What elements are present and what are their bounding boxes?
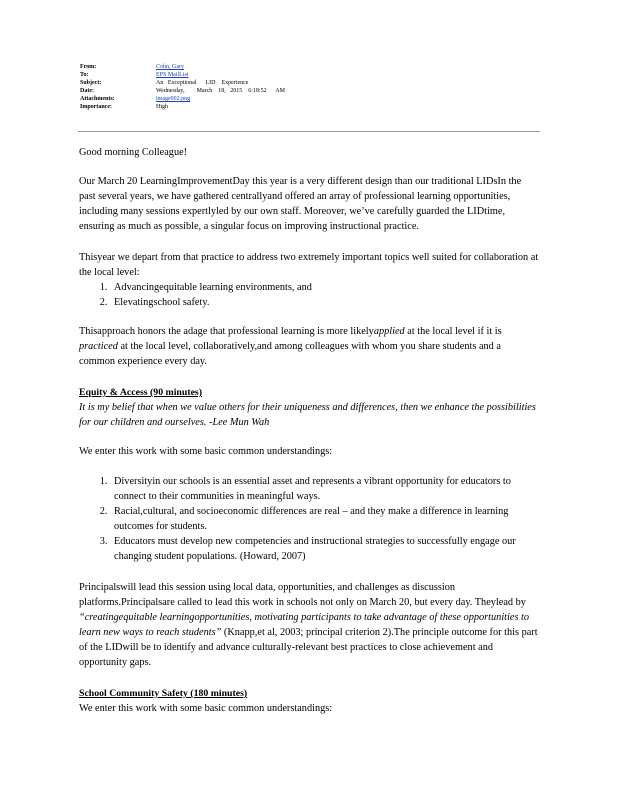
principals-quote: “creatingequitable learningopportunities, motivating participants to take advantage of these opportunities to learn new ways to reach students” [79, 612, 530, 638]
date-label: Date: [80, 88, 94, 94]
to-label: To: [80, 72, 89, 78]
section-heading-equity [79, 385, 539, 400]
list-item: 2. Elevatingschool safety. [110, 295, 539, 310]
importance-row [80, 103, 540, 111]
subject-value: An Exceptional LID Experience [156, 80, 249, 86]
importance-label: Importance: [80, 104, 112, 110]
paragraph-depart: Thisyear we depart from that practice to address two extremely important topics well suited for collaboration at the local level: [79, 252, 539, 278]
paragraph-principals [79, 580, 539, 670]
principals-text-a: Principalswill lead this session using local data, opportunities, and challenges as discussion platforms.Principalsare called to lead this work in schools not only on March 20, but every day. Theylead by [79, 582, 526, 608]
approach-text-c: at the local level, collaboratively,and among colleagues with whom you share students and a common experience every day. [79, 341, 501, 367]
attachment-link[interactable]: image002.png [156, 96, 191, 102]
to-link[interactable]: EPS MailList [156, 72, 189, 78]
date-row [80, 87, 540, 95]
paragraph-intro: Our March 20 LearningImprovementDay this year is a very different design than our traditional LIDsIn the past several years, we have gathered centrallyand offered an array of professional learning opportunities, including many sessions expertlyled by our own staff. Moreover, we’ve carefully guarded the LIDtime, ensuring as much as possible, a singular focus on improving instructional practice. [79, 176, 522, 232]
subject-label: Subject: [80, 80, 102, 86]
email-body [79, 145, 539, 716]
approach-emphasis-practiced: practiced [79, 341, 118, 352]
list-item: 1. Diversityin our schools is an essential asset and represents a vibrant opportunity for educators to connect to their communities in meaningful ways. [110, 474, 539, 504]
section-heading-safety [79, 686, 539, 701]
date-value: Wednesday, March 18, 2015 6:18:52 AM [156, 88, 285, 94]
paragraph-approach [79, 324, 539, 369]
equity-heading-text: Equity & Access (90 minutes) [79, 387, 203, 398]
paragraph-safety-understandings: We enter this work with some basic common understandings: [79, 703, 333, 714]
attachments-label: Attachments: [80, 96, 115, 102]
from-row [80, 63, 540, 71]
list-item: 2. Racial,cultural, and socioeconomic differences are real – and they make a difference in learning outcomes for students. [110, 504, 539, 534]
understandings-list [79, 474, 539, 564]
approach-emphasis-applied: applied [373, 326, 405, 337]
to-row [80, 71, 540, 79]
greeting: Good morning Colleague! [79, 147, 188, 158]
safety-heading-text: School Community Safety (180 minutes) [79, 688, 248, 699]
quote: It is my belief that when we value others for their uniqueness and differences, then we enhance the possibilities for our children and ourselves. -Lee Mun Wah [79, 402, 536, 428]
header-divider [78, 131, 540, 132]
list-item: 3. Educators must develop new competencies and instructional strategies to successfully engage our changing student populations. (Howard, 2007) [110, 534, 539, 564]
topics-list [79, 280, 539, 310]
approach-text-b: at the local level if it is [404, 326, 502, 337]
email-header [80, 63, 540, 111]
attachments-row [80, 95, 540, 103]
importance-value: High [156, 104, 168, 110]
principals-text-b: (Knapp,et al, 2003; principal criterion 2).The principle outcome for this part of the LIDwill be to identify and advance culturally-relevant best practices to close achievement and opportunity gaps. [79, 627, 538, 668]
from-label: From: [80, 64, 97, 70]
list-item: 1. Advancingequitable learning environments, and [110, 280, 539, 295]
from-link[interactable]: Cohn, Gary [156, 64, 184, 70]
subject-row [80, 79, 540, 87]
paragraph-understandings: We enter this work with some basic common understandings: [79, 446, 333, 457]
approach-text-a: Thisapproach honors the adage that professional learning is more likely [79, 326, 374, 337]
